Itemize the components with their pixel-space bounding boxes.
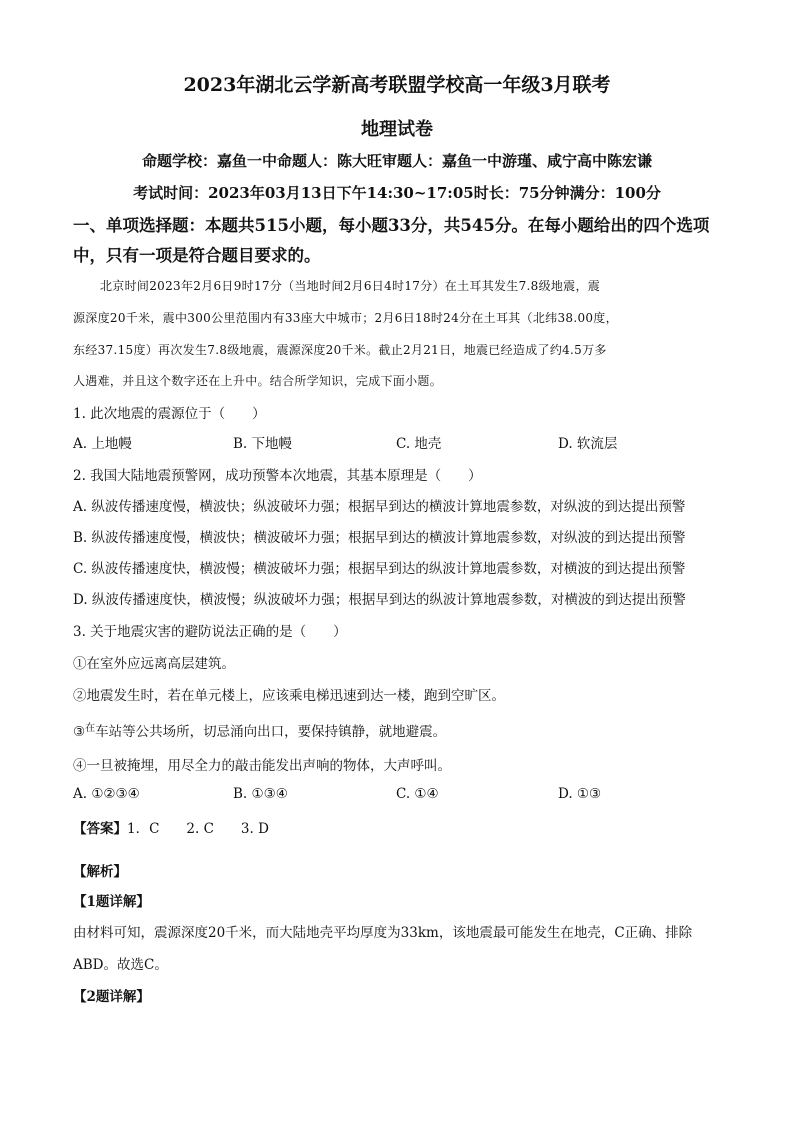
q3-option-b: B. ①③④ bbox=[233, 786, 288, 802]
q3-stem: 3. 关于地震灾害的避防说法正确的是（ ） bbox=[73, 624, 347, 640]
q2-option-d: D. 纵波传播速度快，横波慢；纵波破坏力强；根据早到达的纵波计算地震参数，对横波的到达提出预警 bbox=[73, 592, 686, 608]
q3-statement-2: ②地震发生时，若在单元楼上，应该乘电梯迅速到达一楼，跑到空旷区。 bbox=[73, 688, 505, 704]
passage-line-1: 北京时间2023年2月6日9时17分（当地时间2月6日4时17分）在土耳其发生7.8级地震，震 bbox=[100, 279, 601, 293]
subject-title: 地理试卷 bbox=[361, 119, 433, 140]
q1-stem: 1. 此次地震的震源位于（ ） bbox=[73, 406, 266, 422]
q1-option-a: A. 上地幔 bbox=[73, 436, 132, 452]
q3-statement-3 bbox=[73, 719, 446, 740]
q1-option-c: C. 地壳 bbox=[396, 436, 442, 452]
q1-option-b: B. 下地幔 bbox=[233, 436, 293, 452]
q2-option-c: C. 纵波传播速度快，横波慢；横波破坏力强；根据早到达的纵波计算地震参数，对横波的到达提出预警 bbox=[73, 561, 686, 577]
q1-detail-line-1: 由材料可知，震源深度20千米，而大陆地壳平均厚度为33km，该地震最可能发生在地壳，C正确、排除 bbox=[73, 925, 693, 941]
q3-option-a: A. ①②③④ bbox=[73, 786, 140, 802]
q2-detail-heading: 【2题详解】 bbox=[73, 989, 150, 1005]
section-heading-line2: 中，只有一项是符合题目要求的。 bbox=[73, 246, 321, 265]
passage-line-4: 人遇难，并且这个数字还在上升中。结合所学知识，完成下面小题。 bbox=[73, 374, 443, 388]
exam-time-line: 考试时间：2023年03月13日下午14:30~17:05时长：75分钟满分：100分 bbox=[133, 184, 661, 202]
passage-line-3: 东经37.15度）再次发生7.8级地震，震源深度20千米。截止2月21日，地震已经造成了约4.5万多 bbox=[73, 343, 607, 357]
q1-detail-line-2: ABD。故选C。 bbox=[73, 957, 168, 973]
q2-option-b: B. 纵波传播速度慢，横波快；横波破坏力强；根据早到达的横波计算地震参数，对纵波的到达提出预警 bbox=[73, 530, 686, 546]
q2-stem: 2. 我国大陆地震预警网，成功预警本次地震，其基本原理是（ ） bbox=[73, 468, 482, 484]
q3-statement-3-small: 在 bbox=[85, 723, 96, 734]
q2-option-a: A. 纵波传播速度慢，横波快；纵波破坏力强；根据早到达的横波计算地震参数，对纵波的到达提出预警 bbox=[73, 499, 686, 515]
q3-statement-3-mark: ③ bbox=[73, 724, 86, 740]
answer-text: 1．C 2. C 3. D bbox=[127, 821, 269, 837]
q3-option-d: D. ①③ bbox=[558, 786, 602, 802]
exam-title: 2023年湖北云学新高考联盟学校高一年级3月联考 bbox=[183, 74, 611, 96]
q3-statement-1: ①在室外应远离高层建筑。 bbox=[73, 656, 235, 672]
answer-label: 【答案】 bbox=[73, 821, 127, 837]
passage-line-2: 源深度20千米，震中300公里范围内有33座大中城市；2月6日18时24分在土耳其（北纬38.00度， bbox=[73, 311, 618, 325]
q1-detail-heading: 【1题详解】 bbox=[73, 894, 150, 910]
q1-option-d: D. 软流层 bbox=[558, 436, 618, 452]
q3-statement-3-text: 车站等公共场所，切忌涌向出口，要保持镇静，就地避震。 bbox=[95, 724, 447, 740]
authors-line: 命题学校：嘉鱼一中命题人：陈大旺审题人：嘉鱼一中游瑾、咸宁高中陈宏谦 bbox=[141, 152, 652, 170]
q3-statement-4: ④一旦被掩埋，用尽全力的敲击能发出声响的物体，大声呼叫。 bbox=[73, 758, 451, 774]
analysis-label: 【解析】 bbox=[73, 864, 127, 880]
answer-line bbox=[73, 817, 269, 837]
q3-option-c: C. ①④ bbox=[396, 786, 439, 802]
section-heading-line1: 一、单项选择题：本题共515小题，每小题33分，共545分。在每小题给出的四个选项 bbox=[73, 216, 710, 235]
